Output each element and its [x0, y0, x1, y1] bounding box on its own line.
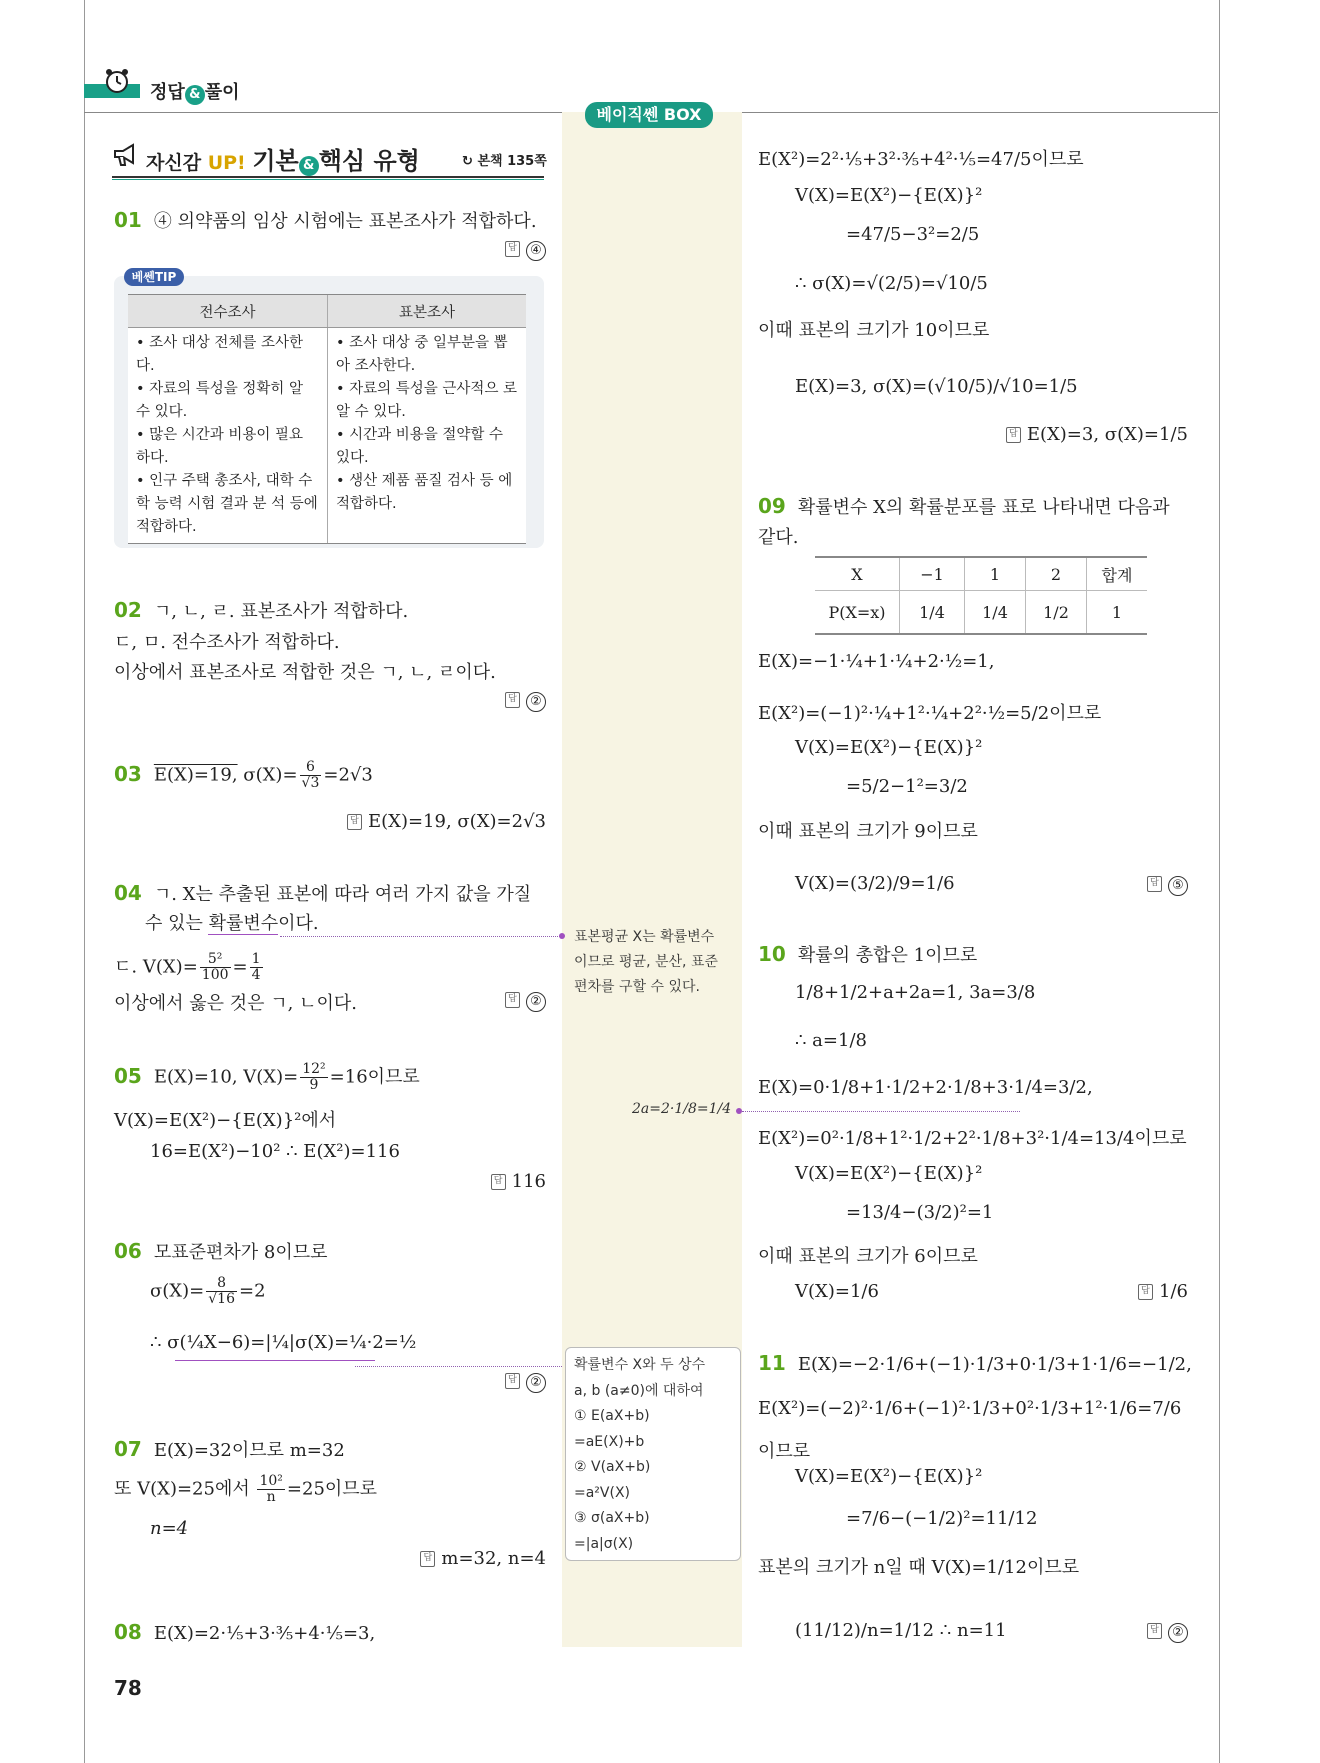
q10-line1: [758, 941, 977, 967]
tip-table: [128, 294, 526, 544]
q11-number: 11: [758, 1351, 786, 1375]
q11-answer-value: ②: [1168, 1623, 1188, 1643]
hint-line: =|a|σ(X): [574, 1535, 634, 1552]
q10-hint-connector: [742, 1111, 1020, 1112]
q08-answer: [1006, 424, 1188, 445]
section-title-b: 핵심 유형: [318, 147, 420, 175]
frac-num: 5²: [200, 952, 231, 968]
hint-2a: 2a=2·1/8=1/4: [632, 1101, 732, 1117]
hint-linear-transform: [574, 1353, 705, 1557]
answer-icon: 답: [505, 692, 520, 708]
answer-icon: 답: [1147, 876, 1162, 892]
table-cell: 1/4: [900, 591, 965, 635]
q09-line5: V(X)=E(X²)−{E(X)}²: [795, 737, 983, 758]
box-label: 베이직쎈 BOX: [585, 102, 713, 128]
q01-number: 01: [114, 208, 142, 232]
q10-line5: E(X²)=0²·1/8+1²·1/2+2²·1/8+3²·1/4=13/4이므로: [758, 1128, 1187, 1149]
hint-line: 표본평균 X는 확률변수: [574, 929, 715, 945]
q08-line7: E(X)=3, σ(X)=(√10/5)/√10=1/5: [795, 376, 1078, 397]
page-number: 78: [114, 1676, 142, 1700]
q09-answer-value: ⑤: [1168, 876, 1188, 896]
q08-number: 08: [114, 1620, 142, 1644]
q04-answer: [505, 989, 546, 1012]
refresh-icon: ↻: [462, 154, 473, 169]
megaphone-icon: [112, 142, 140, 173]
q09-number: 09: [758, 494, 786, 518]
q04-line1-text: ㄱ. X는 추출된 표본에 따라 여러 가지 값을 가질: [153, 884, 532, 905]
section-prefix: 자신감: [146, 152, 202, 174]
frac-den: 9: [309, 1077, 319, 1093]
q10-line9: V(X)=1/6: [795, 1281, 879, 1302]
hint-line: ① E(aX+b): [574, 1408, 650, 1424]
tip-right-cell: [328, 328, 527, 544]
q05-line1-tail: =16이므로: [329, 1066, 420, 1088]
q02-number: 02: [114, 598, 142, 622]
frac-num: 6: [300, 760, 322, 776]
q07-line3: n=4: [150, 1518, 189, 1539]
q09-distribution-table: [815, 556, 1147, 635]
frac-num: 8: [206, 1276, 237, 1292]
q05-answer: [491, 1171, 546, 1192]
header-title-left: 정답: [150, 82, 185, 103]
q11-line5: =7/6−(−1/2)²=11/12: [846, 1508, 1038, 1529]
q09-answer: [1147, 873, 1188, 896]
q10-line3: ∴ a=1/8: [795, 1030, 867, 1051]
q07-line2: [114, 1474, 377, 1505]
section-underline-accent: [112, 179, 544, 180]
q08-answer-value: E(X)=3, σ(X)=1/5: [1026, 424, 1188, 445]
q09-line1: [758, 493, 1170, 519]
hint-line: =a²V(X): [574, 1484, 631, 1501]
q11-line1-text: E(X)=−2·1/6+(−1)·1/3+0·1/3+1·1/6=−1/2,: [797, 1354, 1192, 1375]
q01-answer: [505, 238, 546, 261]
q11-answer: [1147, 1620, 1188, 1643]
q07-answer-value: m=32, n=4: [441, 1548, 546, 1569]
q08-line1: [114, 1620, 375, 1644]
answer-icon: 답: [1006, 427, 1021, 443]
tip-right-item: • 자료의 특성을 근사적으 로 알 수 있다.: [336, 381, 518, 420]
hint-line: ③ σ(aX+b): [574, 1510, 650, 1526]
q07-line2-tail: =25이므로: [286, 1478, 378, 1500]
q08-line6: 이때 표본의 크기가 10이므로: [758, 320, 990, 341]
q10-line8: 이때 표본의 크기가 6이므로: [758, 1246, 978, 1267]
q03-mean: E(X)=19,: [153, 764, 238, 786]
answer-icon: 답: [491, 1174, 506, 1190]
tip-right-item: • 조사 대상 중 일부분을 뽑아 조사한다.: [336, 335, 508, 374]
q08-line3: V(X)=E(X²)−{E(X)}²: [795, 185, 983, 206]
q08-line4: =47/5−3²=2/5: [846, 224, 980, 245]
frac-num: 1: [251, 951, 261, 967]
q11-line2: E(X²)=(−2)²·1/6+(−1)²·1/3+0²·1/3+1²·1/6=7/6: [758, 1398, 1182, 1419]
q04-answer-value: ②: [526, 992, 546, 1012]
q06-hint-connector: [355, 1366, 562, 1367]
q08-line2: E(X²)=2²·⅕+3²·⅗+4²·⅕=47/5이므로: [758, 149, 1084, 170]
q11-line3: 이므로: [758, 1441, 811, 1462]
q03-sigma: σ(X)=: [243, 764, 298, 786]
q07-line2-text: 또 V(X)=25에서: [114, 1478, 250, 1500]
frac-den: √16: [208, 1291, 235, 1307]
answer-icon: 답: [505, 992, 520, 1008]
q11-line6: 표본의 크기가 n일 때 V(X)=1/12이므로: [758, 1557, 1080, 1578]
q04-underline: [208, 934, 278, 935]
hint-line: ② V(aX+b): [574, 1459, 651, 1475]
q08-line5: ∴ σ(X)=√(2/5)=√10/5: [795, 273, 988, 294]
frac-den: √3: [301, 775, 320, 791]
q04-line2: 수 있는 확률변수이다.: [145, 913, 319, 934]
tip-header-sample: 표본조사: [328, 295, 527, 328]
table-head-cell: 2: [1026, 557, 1087, 591]
q04-line4: 이상에서 옳은 것은 ㄱ, ㄴ이다.: [114, 993, 357, 1014]
answer-icon: 답: [347, 814, 362, 830]
q02-answer-value: ②: [526, 692, 546, 712]
q11-line4: V(X)=E(X²)−{E(X)}²: [795, 1466, 983, 1487]
table-head-cell: 1: [965, 557, 1026, 591]
header-title-right: 풀이: [204, 82, 240, 103]
q09-line6: =5/2−1²=3/2: [846, 776, 968, 797]
q06-line1-text: 모표준편차가 8이므로: [153, 1242, 328, 1263]
q02-line2: ㄷ, ㅁ. 전수조사가 적합하다.: [114, 632, 340, 653]
q10-line4: E(X)=0·1/8+1·1/2+2·1/8+3·1/4=3/2,: [758, 1077, 1093, 1098]
frac-den: 100: [201, 967, 229, 983]
header-title: [150, 78, 240, 105]
q04-fraction2: [250, 952, 263, 983]
frac-den: n: [266, 1489, 276, 1505]
q04-number: 04: [114, 881, 142, 905]
q06-line1: [114, 1238, 328, 1264]
answer-icon: 답: [505, 1373, 520, 1389]
section-ref: [462, 150, 547, 169]
header-amp: &: [185, 85, 205, 105]
q09-line8: V(X)=(3/2)/9=1/6: [795, 873, 955, 894]
q07-number: 07: [114, 1437, 142, 1461]
tip-right-item: • 시간과 비용을 절약할 수 있다.: [336, 427, 504, 466]
q10-number: 10: [758, 942, 786, 966]
hint-line: 확률변수 X와 두 상수: [574, 1357, 706, 1373]
q06-line2-text: σ(X)=: [150, 1280, 205, 1302]
q09-line7: 이때 표본의 크기가 9이므로: [758, 821, 978, 842]
tip-left-cell: [128, 328, 328, 544]
q01-body: ④ 의약품의 임상 시험에는 표본조사가 적합하다.: [153, 211, 537, 232]
section-underline: [112, 176, 544, 178]
tip-left-item: • 인구 주택 총조사, 대학 수학 능력 시험 결과 분 석 등에 적합하다.: [136, 473, 318, 535]
q05-line1: [114, 1062, 420, 1093]
q04-line3-text: ㄷ. V(X)=: [114, 956, 198, 978]
q04-line1: [114, 880, 531, 906]
clock-icon: [104, 68, 130, 99]
q05-line3: 16=E(X²)−10² ∴ E(X²)=116: [150, 1141, 400, 1162]
q06-number: 06: [114, 1239, 142, 1263]
q02-line3: 이상에서 표본조사로 적합한 것은 ㄱ, ㄴ, ㄹ이다.: [114, 662, 496, 683]
q02-answer: [505, 689, 546, 712]
section-title: [146, 141, 420, 176]
answer-icon: 답: [1147, 1623, 1162, 1639]
q06-line2: [150, 1276, 266, 1307]
table-cell: P(X=x): [815, 591, 900, 635]
tip-header-census: 전수조사: [128, 295, 328, 328]
frac-den: 4: [251, 967, 261, 983]
q09-line1-text: 확률변수 X의 확률분포를 표로 나타내면 다음과: [797, 497, 1170, 518]
q10-answer: [1138, 1281, 1188, 1302]
table-cell: 1/2: [1026, 591, 1087, 635]
tip-left-item: • 많은 시간과 비용이 필요 하다.: [136, 427, 304, 466]
q01-answer-value: ④: [526, 241, 546, 261]
q02-line1: [114, 597, 408, 623]
q03-number: 03: [114, 761, 142, 786]
q03-fraction: [300, 760, 322, 791]
q09-line4: E(X²)=(−1)²·¼+1²·¼+2²·½=5/2이므로: [758, 703, 1102, 724]
q04-hint-dot: [559, 933, 565, 939]
q03-line1: [114, 760, 373, 791]
q10-answer-value: 1/6: [1159, 1281, 1188, 1302]
q11-line1: [758, 1351, 1192, 1375]
hint-line: a, b (a≠0)에 대하여: [574, 1382, 704, 1399]
q10-line2: 1/8+1/2+a+2a=1, 3a=3/8: [795, 982, 1036, 1003]
q05-line2: V(X)=E(X²)−{E(X)}²에서: [114, 1110, 337, 1131]
q06-underline: [175, 1360, 375, 1361]
answer-icon: 답: [505, 241, 520, 257]
table-head-cell: X: [815, 557, 900, 591]
q06-answer: [505, 1370, 546, 1393]
frac-num: 10²: [259, 1473, 283, 1489]
hint-line: 편차를 구할 수 있다.: [574, 979, 700, 995]
q06-fraction: [206, 1276, 237, 1307]
q06-answer-value: ②: [526, 1373, 546, 1393]
tip-left-item: • 자료의 특성을 정확히 알 수 있다.: [136, 381, 304, 420]
q03-result: =2√3: [323, 764, 373, 786]
q10-line7: =13/4−(3/2)²=1: [846, 1202, 994, 1223]
q09-line3: E(X)=−1·¼+1·¼+2·½=1,: [758, 651, 995, 672]
q07-line1: [114, 1436, 345, 1462]
q06-line3: ∴ σ(¼X−6)=|¼|σ(X)=¼·2=½: [150, 1332, 417, 1353]
q06-line2-tail: =2: [238, 1280, 266, 1302]
hint-line: 이므로 평균, 분산, 표준: [574, 954, 718, 970]
q07-answer: [420, 1548, 546, 1569]
q05-line1-text: E(X)=10, V(X)=: [153, 1066, 299, 1088]
q10-line1-text: 확률의 총합은 1이므로: [797, 945, 978, 966]
q08-line1-text: E(X)=2·⅕+3·⅗+4·⅕=3,: [153, 1623, 376, 1644]
tip-right-item: • 생산 제품 품질 검사 등 에 적합하다.: [336, 473, 513, 512]
q07-line1-text: E(X)=32이므로 m=32: [153, 1440, 345, 1461]
answer-icon: 답: [420, 1551, 435, 1567]
q11-line7: (11/12)/n=1/12 ∴ n=11: [795, 1620, 1007, 1641]
table-head-cell: 합계: [1087, 557, 1148, 591]
section-title-a: 기본: [252, 147, 299, 175]
hint-line: =aE(X)+b: [574, 1433, 645, 1450]
q05-fraction: [300, 1062, 327, 1093]
answer-icon: 답: [1138, 1284, 1153, 1300]
q02-line1-text: ㄱ, ㄴ, ㄹ. 표본조사가 적합하다.: [153, 601, 409, 622]
q10-line6: V(X)=E(X²)−{E(X)}²: [795, 1163, 983, 1184]
table-head-cell: −1: [900, 557, 965, 591]
q05-number: 05: [114, 1063, 142, 1088]
q04-line3: ㄷ. V(X)= $\frac{\text{5²}}{100}$ = $\frac{1}{4}$: [114, 951, 261, 983]
table-cell: 1/4: [965, 591, 1026, 635]
hint-sample-mean: [574, 925, 718, 1000]
q04-hint-connector: [280, 936, 562, 937]
q01-text: [114, 207, 537, 233]
q09-line2: 같다.: [758, 527, 799, 548]
q04-fraction1: [200, 952, 231, 983]
section-ref-text: 본책 135쪽: [477, 154, 547, 169]
table-cell: 1: [1087, 591, 1148, 635]
q05-answer-value: 116: [511, 1171, 546, 1192]
tip-label: 베쎈TIP: [124, 268, 184, 286]
frac-num: 12²: [302, 1061, 326, 1077]
q07-fraction: [257, 1474, 284, 1505]
q03-answer-value: E(X)=19, σ(X)=2√3: [367, 811, 546, 832]
section-amp: &: [299, 156, 319, 176]
q03-answer: [347, 811, 546, 832]
tip-left-item: • 조사 대상 전체를 조사한 다.: [136, 335, 304, 374]
section-up: UP!: [207, 152, 246, 174]
